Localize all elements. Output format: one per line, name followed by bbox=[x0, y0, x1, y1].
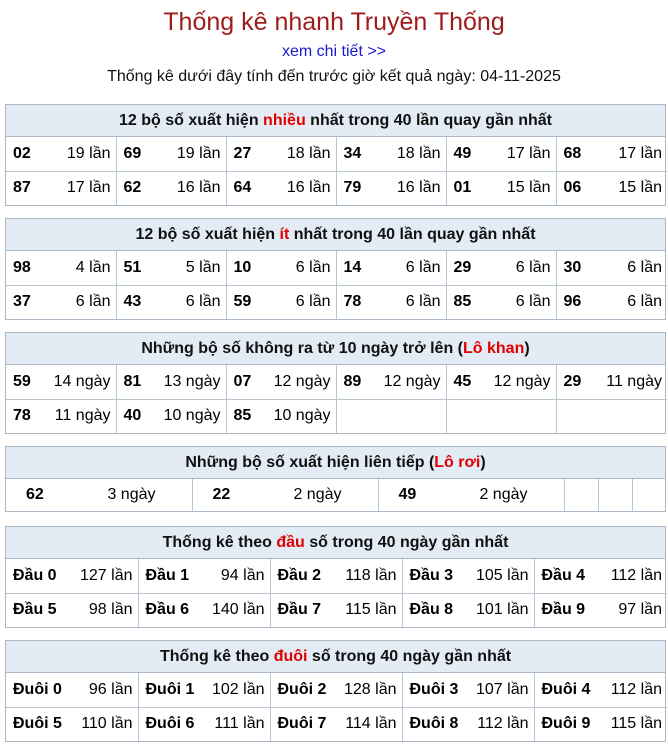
table-row bbox=[6, 673, 667, 707]
stat-cell bbox=[116, 399, 226, 433]
stat-cell bbox=[226, 365, 336, 399]
stat-cell bbox=[226, 285, 336, 319]
count-label: 13 ngày bbox=[163, 372, 221, 390]
count-label: 18 lần bbox=[286, 144, 331, 162]
number-label: 29 bbox=[563, 372, 582, 390]
stat-cell bbox=[336, 171, 446, 205]
number-label: Đuôi 9 bbox=[541, 715, 591, 733]
stat-cell bbox=[446, 251, 556, 285]
empty-cell bbox=[632, 479, 667, 511]
count-label: 128 lần bbox=[344, 680, 397, 698]
number-label: Đầu 4 bbox=[541, 566, 586, 584]
count-label: 114 lần bbox=[345, 715, 397, 733]
least-frequent-heading: 12 bộ số xuất hiện ít nhất trong 40 lần quay gần nhất bbox=[6, 219, 665, 251]
count-label: 5 lần bbox=[185, 258, 221, 276]
number-label: 01 bbox=[453, 179, 472, 197]
stat-cell bbox=[116, 365, 226, 399]
stat-cell bbox=[556, 251, 667, 285]
number-label: 37 bbox=[13, 293, 31, 311]
count-label: 112 lần bbox=[610, 680, 662, 698]
stat-cell bbox=[402, 593, 534, 627]
number-label: Đuôi 6 bbox=[145, 715, 195, 733]
stat-cell bbox=[446, 365, 556, 399]
number-label: 79 bbox=[343, 179, 362, 197]
number-label: 78 bbox=[13, 407, 31, 425]
stat-cell bbox=[270, 707, 402, 741]
stat-cell bbox=[336, 285, 446, 319]
count-label: 96 lần bbox=[88, 680, 133, 698]
number-label: 78 bbox=[343, 293, 362, 311]
stat-cell bbox=[556, 171, 667, 205]
number-label: Đầu 6 bbox=[145, 601, 190, 619]
number-label: 27 bbox=[233, 144, 252, 162]
number-label: 85 bbox=[453, 293, 472, 311]
number-label: 81 bbox=[123, 372, 142, 390]
stat-cell bbox=[270, 559, 402, 593]
number-label: Đầu 9 bbox=[541, 601, 586, 619]
lo-khan-panel bbox=[5, 332, 666, 434]
number-label: 62 bbox=[26, 486, 44, 503]
number-label: Đuôi 7 bbox=[277, 715, 327, 733]
number-label: Đuôi 1 bbox=[145, 680, 195, 698]
count-label: 3 ngày bbox=[107, 486, 156, 503]
number-label: Đầu 7 bbox=[277, 601, 322, 619]
count-label: 16 lần bbox=[396, 179, 441, 197]
table-row bbox=[6, 365, 667, 399]
count-label: 111 lần bbox=[214, 715, 265, 733]
table-row bbox=[6, 171, 667, 205]
stat-cell bbox=[116, 137, 226, 171]
number-label: Đầu 1 bbox=[145, 566, 190, 584]
most-frequent-heading: 12 bộ số xuất hiện nhiều nhất trong 40 lần quay gần nhất bbox=[6, 105, 665, 137]
number-label: Đầu 5 bbox=[13, 601, 57, 619]
number-label: 96 bbox=[563, 293, 582, 311]
stat-cell bbox=[402, 707, 534, 741]
count-label: 140 lần bbox=[212, 601, 265, 619]
number-label: 07 bbox=[233, 372, 252, 390]
lo-roi-cell bbox=[6, 479, 192, 511]
count-label: 6 lần bbox=[75, 293, 111, 311]
lo-roi-panel bbox=[5, 446, 666, 512]
count-label: 97 lần bbox=[618, 601, 662, 619]
most-frequent-table bbox=[6, 137, 667, 205]
number-label: 98 bbox=[13, 258, 31, 276]
count-label: 107 lần bbox=[476, 680, 529, 698]
count-label: 118 lần bbox=[345, 566, 397, 584]
stat-cell bbox=[138, 593, 270, 627]
stat-cell bbox=[336, 365, 446, 399]
stat-cell bbox=[6, 559, 138, 593]
duoi-heading: Thống kê theo đuôi số trong 40 ngày gần nhất bbox=[6, 641, 665, 673]
count-label: 127 lần bbox=[80, 566, 133, 584]
empty-cell bbox=[556, 399, 667, 433]
count-label: 12 ngày bbox=[273, 372, 331, 390]
most-frequent-panel bbox=[5, 104, 666, 206]
count-label: 98 lần bbox=[88, 601, 133, 619]
number-label: 45 bbox=[453, 372, 472, 390]
lo-khan-table bbox=[6, 365, 667, 433]
page-title: Thống kê nhanh Truyền Thống bbox=[163, 8, 505, 36]
count-label: 2 ngày bbox=[479, 486, 528, 503]
stat-cell bbox=[534, 593, 667, 627]
dau-table bbox=[6, 559, 667, 627]
stat-cell bbox=[446, 137, 556, 171]
number-label: Đuôi 3 bbox=[409, 680, 459, 698]
number-label: 30 bbox=[563, 258, 582, 276]
number-label: 51 bbox=[123, 258, 142, 276]
number-label: Đầu 2 bbox=[277, 566, 322, 584]
stat-cell bbox=[6, 251, 116, 285]
dau-heading: Thống kê theo đầu số trong 40 ngày gần nhất bbox=[6, 527, 665, 559]
stat-cell bbox=[226, 251, 336, 285]
stat-cell bbox=[556, 365, 667, 399]
number-label: 59 bbox=[233, 293, 252, 311]
count-label: 110 lần bbox=[81, 715, 133, 733]
table-row bbox=[6, 251, 667, 285]
dau-panel bbox=[5, 526, 666, 628]
count-label: 6 lần bbox=[405, 258, 441, 276]
count-label: 6 lần bbox=[295, 293, 331, 311]
stat-cell bbox=[6, 673, 138, 707]
count-label: 6 lần bbox=[515, 258, 551, 276]
count-label: 10 ngày bbox=[273, 407, 331, 425]
count-label: 6 lần bbox=[627, 258, 662, 276]
stat-cell bbox=[446, 285, 556, 319]
stat-cell bbox=[534, 707, 667, 741]
number-label: 34 bbox=[343, 144, 362, 162]
stat-cell bbox=[226, 399, 336, 433]
lo-roi-heading: Những bộ số xuất hiện liên tiếp (Lô rơi) bbox=[6, 447, 665, 479]
stat-cell bbox=[6, 285, 116, 319]
stat-cell bbox=[6, 365, 116, 399]
number-label: 22 bbox=[212, 486, 231, 503]
stat-cell bbox=[270, 593, 402, 627]
number-label: 87 bbox=[13, 179, 31, 197]
duoi-table bbox=[6, 673, 667, 741]
number-label: 02 bbox=[13, 144, 31, 162]
stat-cell bbox=[138, 707, 270, 741]
lo-khan-heading: Những bộ số không ra từ 10 ngày trở lên (Lô khan) bbox=[6, 333, 665, 365]
table-row bbox=[6, 479, 667, 511]
stat-cell bbox=[6, 707, 138, 741]
number-label: 40 bbox=[123, 407, 142, 425]
page-subtitle: Thống kê dưới đây tính đến trước giờ kết quả ngày: 04-11-2025 bbox=[107, 68, 561, 85]
count-label: 112 lần bbox=[477, 715, 529, 733]
count-label: 115 lần bbox=[345, 601, 397, 619]
count-label: 10 ngày bbox=[163, 407, 221, 425]
number-label: 59 bbox=[13, 372, 31, 390]
count-label: 11 ngày bbox=[54, 407, 111, 425]
count-label: 14 ngày bbox=[53, 372, 111, 390]
count-label: 18 lần bbox=[396, 144, 441, 162]
table-row bbox=[6, 593, 667, 627]
count-label: 19 lần bbox=[66, 144, 111, 162]
count-label: 4 lần bbox=[75, 258, 111, 276]
lo-roi-cell bbox=[378, 479, 564, 511]
least-frequent-table bbox=[6, 251, 667, 319]
number-label: 14 bbox=[343, 258, 362, 276]
number-label: Đuôi 4 bbox=[541, 680, 591, 698]
stat-cell bbox=[336, 137, 446, 171]
stat-cell bbox=[402, 673, 534, 707]
stat-cell bbox=[6, 137, 116, 171]
number-label: 62 bbox=[123, 179, 142, 197]
number-label: 29 bbox=[453, 258, 472, 276]
count-label: 15 lần bbox=[618, 179, 662, 197]
number-label: Đầu 0 bbox=[13, 566, 57, 584]
empty-cell bbox=[598, 479, 632, 511]
stat-cell bbox=[138, 673, 270, 707]
number-label: Đuôi 8 bbox=[409, 715, 459, 733]
count-label: 6 lần bbox=[185, 293, 221, 311]
stat-cell bbox=[226, 171, 336, 205]
stat-cell bbox=[336, 251, 446, 285]
lo-roi-cell bbox=[192, 479, 378, 511]
empty-cell bbox=[336, 399, 446, 433]
number-label: 64 bbox=[233, 179, 252, 197]
least-frequent-panel bbox=[5, 218, 666, 320]
stat-cell bbox=[556, 285, 667, 319]
count-label: 17 lần bbox=[506, 144, 551, 162]
stat-cell bbox=[556, 137, 667, 171]
count-label: 19 lần bbox=[176, 144, 221, 162]
table-row bbox=[6, 285, 667, 319]
count-label: 101 lần bbox=[476, 601, 529, 619]
count-label: 6 lần bbox=[627, 293, 662, 311]
stat-cell bbox=[6, 399, 116, 433]
number-label: 68 bbox=[563, 144, 582, 162]
stat-cell bbox=[226, 137, 336, 171]
stat-cell bbox=[534, 673, 667, 707]
number-label: Đầu 8 bbox=[409, 601, 454, 619]
stat-cell bbox=[270, 673, 402, 707]
count-label: 2 ngày bbox=[293, 486, 342, 503]
count-label: 17 lần bbox=[66, 179, 111, 197]
number-label: 49 bbox=[398, 486, 417, 503]
stat-cell bbox=[116, 171, 226, 205]
stat-cell bbox=[534, 559, 667, 593]
count-label: 17 lần bbox=[618, 144, 662, 162]
count-label: 16 lần bbox=[286, 179, 331, 197]
detail-link[interactable]: xem chi tiết >> bbox=[281, 43, 387, 60]
stat-cell bbox=[116, 251, 226, 285]
number-label: 10 bbox=[233, 258, 252, 276]
count-label: 6 lần bbox=[405, 293, 441, 311]
count-label: 6 lần bbox=[515, 293, 551, 311]
count-label: 94 lần bbox=[220, 566, 265, 584]
stat-cell bbox=[6, 171, 116, 205]
table-row bbox=[6, 399, 667, 433]
table-row bbox=[6, 707, 667, 741]
lo-roi-table bbox=[6, 479, 667, 511]
duoi-panel bbox=[5, 640, 666, 742]
number-label: Đầu 3 bbox=[409, 566, 454, 584]
stat-cell bbox=[6, 593, 138, 627]
stat-cell bbox=[138, 559, 270, 593]
number-label: 85 bbox=[233, 407, 252, 425]
stat-cell bbox=[446, 171, 556, 205]
number-label: Đuôi 2 bbox=[277, 680, 327, 698]
count-label: 15 lần bbox=[506, 179, 551, 197]
count-label: 12 ngày bbox=[493, 372, 551, 390]
count-label: 11 ngày bbox=[606, 372, 662, 390]
stat-cell bbox=[402, 559, 534, 593]
count-label: 16 lần bbox=[176, 179, 221, 197]
number-label: Đuôi 5 bbox=[13, 715, 62, 733]
empty-cell bbox=[564, 479, 598, 511]
number-label: 43 bbox=[123, 293, 142, 311]
number-label: 49 bbox=[453, 144, 472, 162]
number-label: 69 bbox=[123, 144, 142, 162]
count-label: 12 ngày bbox=[383, 372, 441, 390]
count-label: 6 lần bbox=[295, 258, 331, 276]
number-label: 89 bbox=[343, 372, 362, 390]
number-label: 06 bbox=[563, 179, 582, 197]
count-label: 112 lần bbox=[610, 566, 662, 584]
count-label: 105 lần bbox=[476, 566, 529, 584]
empty-cell bbox=[446, 399, 556, 433]
number-label: Đuôi 0 bbox=[13, 680, 62, 698]
table-row bbox=[6, 137, 667, 171]
count-label: 115 lần bbox=[610, 715, 662, 733]
count-label: 102 lần bbox=[212, 680, 265, 698]
stat-cell bbox=[116, 285, 226, 319]
table-row bbox=[6, 559, 667, 593]
